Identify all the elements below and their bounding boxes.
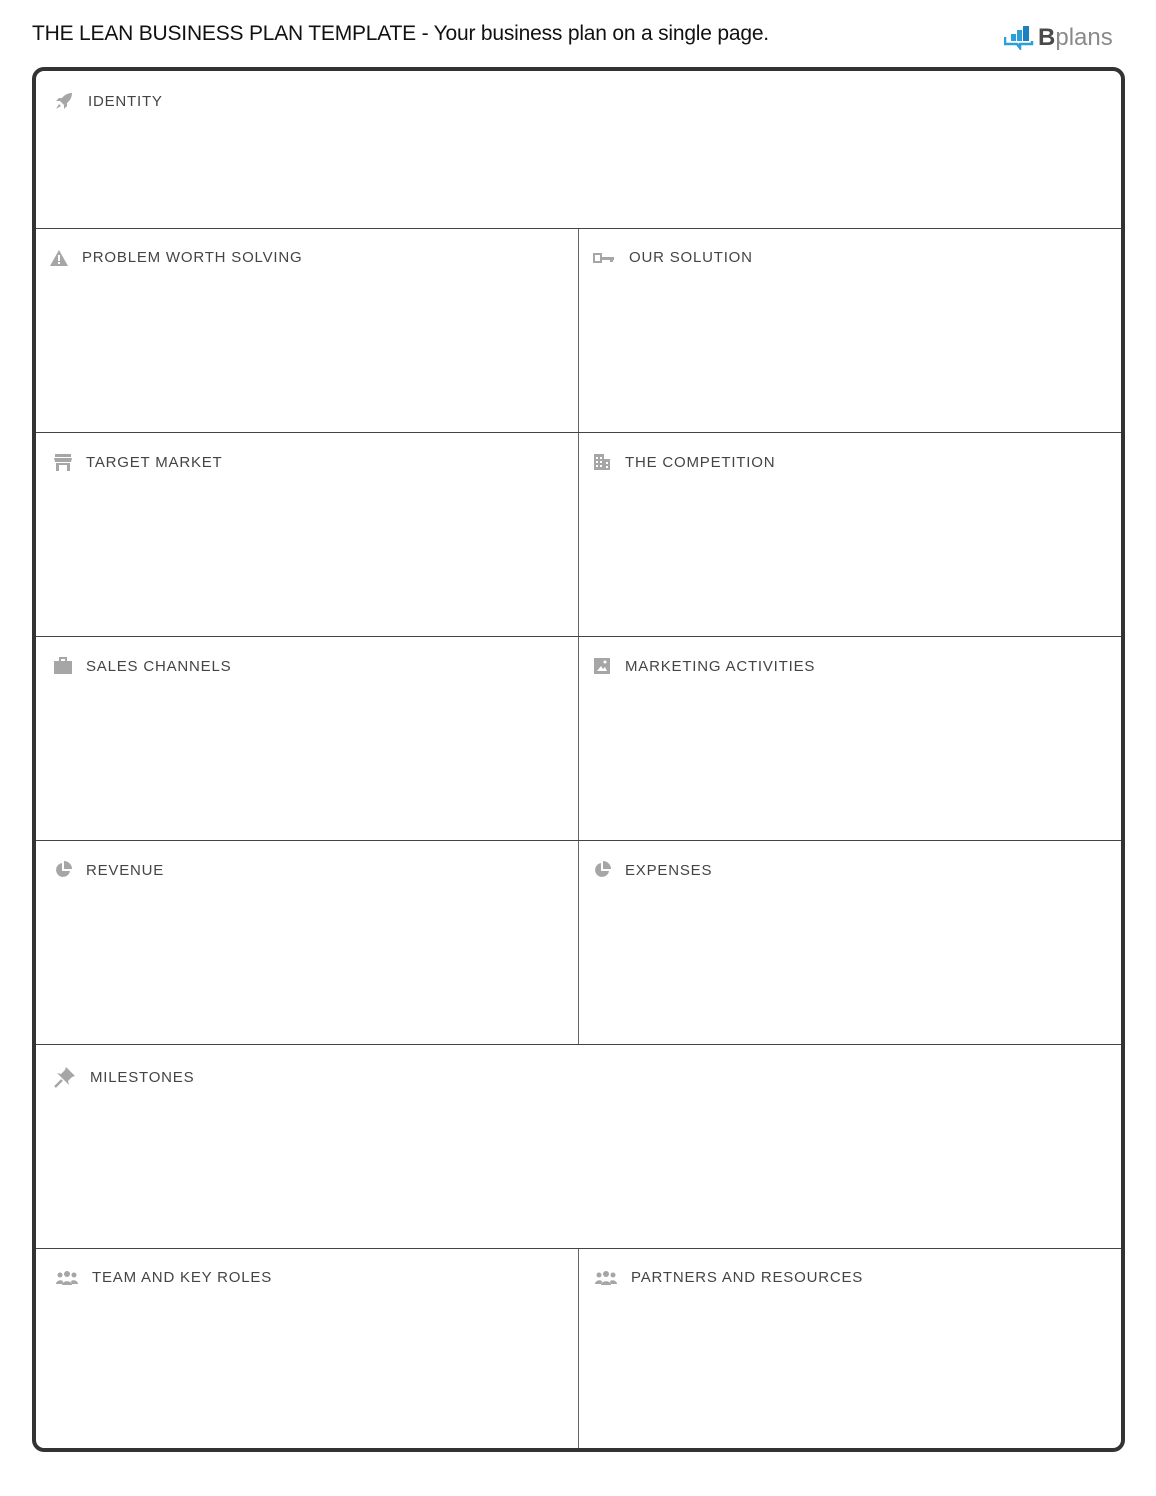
section-label: MILESTONES [90,1068,195,1086]
row-identity [36,71,1121,228]
lean-plan-board [32,67,1125,1452]
briefcase-icon [54,657,72,675]
storefront-icon [54,453,72,471]
picture-icon [593,657,611,675]
section-team[interactable] [36,1249,578,1448]
people-icon [595,1270,617,1286]
section-label: PROBLEM WORTH SOLVING [82,249,303,266]
section-milestones[interactable] [36,1045,1121,1248]
building-icon [593,453,611,471]
row-problem-solution [36,228,1121,432]
row-sales-marketing [36,636,1121,840]
people-icon [56,1270,78,1286]
row-market-competition [36,432,1121,636]
key-icon [593,252,615,264]
bplans-logo-icon [1004,26,1034,50]
section-solution[interactable] [578,229,1121,432]
section-label: TARGET MARKET [86,453,223,471]
section-label: SALES CHANNELS [86,657,232,675]
row-revenue-expenses [36,840,1121,1044]
section-label: THE COMPETITION [625,453,776,471]
section-label: PARTNERS AND RESOURCES [631,1269,864,1286]
section-label: OUR SOLUTION [629,249,753,266]
section-marketing[interactable] [578,637,1121,840]
bplans-logo [1004,24,1113,52]
section-label: EXPENSES [625,861,713,879]
section-label: MARKETING ACTIVITIES [625,657,816,675]
warning-icon [50,250,68,266]
section-sales-channels[interactable] [36,637,578,840]
section-competition[interactable] [578,433,1121,636]
row-team-partners [36,1248,1121,1448]
section-expenses[interactable] [578,841,1121,1044]
page-title: THE LEAN BUSINESS PLAN TEMPLATE - Your business plan on a single page. [32,22,769,45]
pushpin-icon [54,1066,76,1088]
logo-letter-b: B [1038,24,1056,51]
section-label: REVENUE [86,861,165,879]
section-problem[interactable] [36,229,578,432]
section-identity[interactable] [36,71,1121,228]
section-partners[interactable] [578,1249,1121,1448]
rocket-icon [54,91,74,111]
pie-chart-icon [593,861,611,879]
section-label: IDENTITY [88,92,163,110]
row-milestones [36,1044,1121,1248]
section-label: TEAM AND KEY ROLES [92,1269,273,1286]
logo-text: plans [1055,24,1113,51]
section-revenue[interactable] [36,841,578,1044]
pie-chart-icon [54,861,72,879]
section-target-market[interactable] [36,433,578,636]
